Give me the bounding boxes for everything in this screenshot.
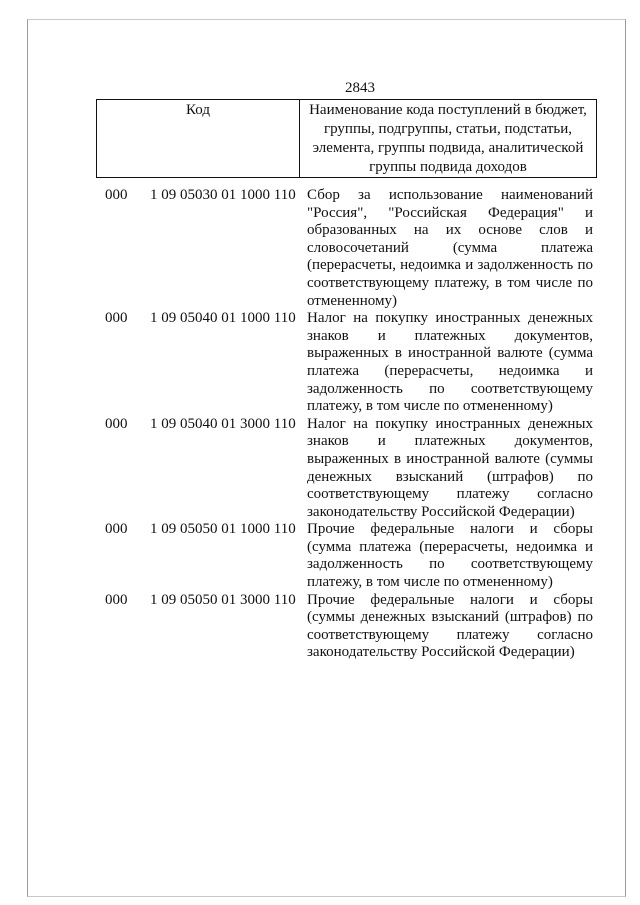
income-code: 1 09 05050 01 3000 110 xyxy=(150,591,296,608)
admin-code: 000 xyxy=(105,187,128,203)
income-code: 1 09 05030 01 1000 110 xyxy=(150,187,296,203)
header-row xyxy=(97,100,597,178)
page-number: 2843 xyxy=(345,80,375,96)
income-description: Прочие федеральные налоги и сборы (сумма платежа (перерасчеты, недоимка и задолженность по соответствующему платежу, в том числе по отмененному) xyxy=(307,521,593,591)
income-description: Сбор за использование наименований "Россия", "Российская Федерация" и образованных на их основе слов и словосочетаний (сумма платежа (перерасчеты, недоимка и задолженность по соответствующему платежу, в том числе по отмененному) xyxy=(307,187,593,309)
income-code: 1 09 05040 01 3000 110 xyxy=(150,415,296,432)
table-row xyxy=(105,187,593,310)
admin-code: 000 xyxy=(105,310,128,327)
income-description: Прочие федеральные налоги и сборы (суммы денежных взысканий (штрафов) по соответствующему платежу согласно законодательству Российской Федерации) xyxy=(307,591,593,661)
admin-code: 000 xyxy=(105,591,128,608)
income-code: 1 09 05040 01 1000 110 xyxy=(150,310,296,327)
income-description: Налог на покупку иностранных денежных знаков и платежных документов, выраженных в иностранной валюте (суммы денежных взысканий (штрафов) по соответствующему платежу согласно законодательству Российской Федерации) xyxy=(307,415,593,520)
table-row xyxy=(105,416,593,522)
table-row xyxy=(105,521,593,591)
admin-code: 000 xyxy=(105,415,128,432)
table-row xyxy=(105,310,593,416)
admin-code: 000 xyxy=(105,521,128,538)
header-name-cell: Наименование кода поступлений в бюджет, группы, подгруппы, статьи, подстатьи, элемента, группы подвида, аналитической группы подвида доходов xyxy=(300,100,597,178)
income-code: 1 09 05050 01 1000 110 xyxy=(150,521,296,538)
income-codes-list xyxy=(105,187,593,662)
header-code-cell: Код xyxy=(97,100,300,178)
income-description: Налог на покупку иностранных денежных знаков и платежных документов, выраженных в иностранной валюте (сумма платежа (перерасчеты, недоимка и задолженность по соответствующему платежу, в том числе по отмененному) xyxy=(307,310,593,415)
table-row xyxy=(105,592,593,662)
table-header xyxy=(96,99,597,178)
